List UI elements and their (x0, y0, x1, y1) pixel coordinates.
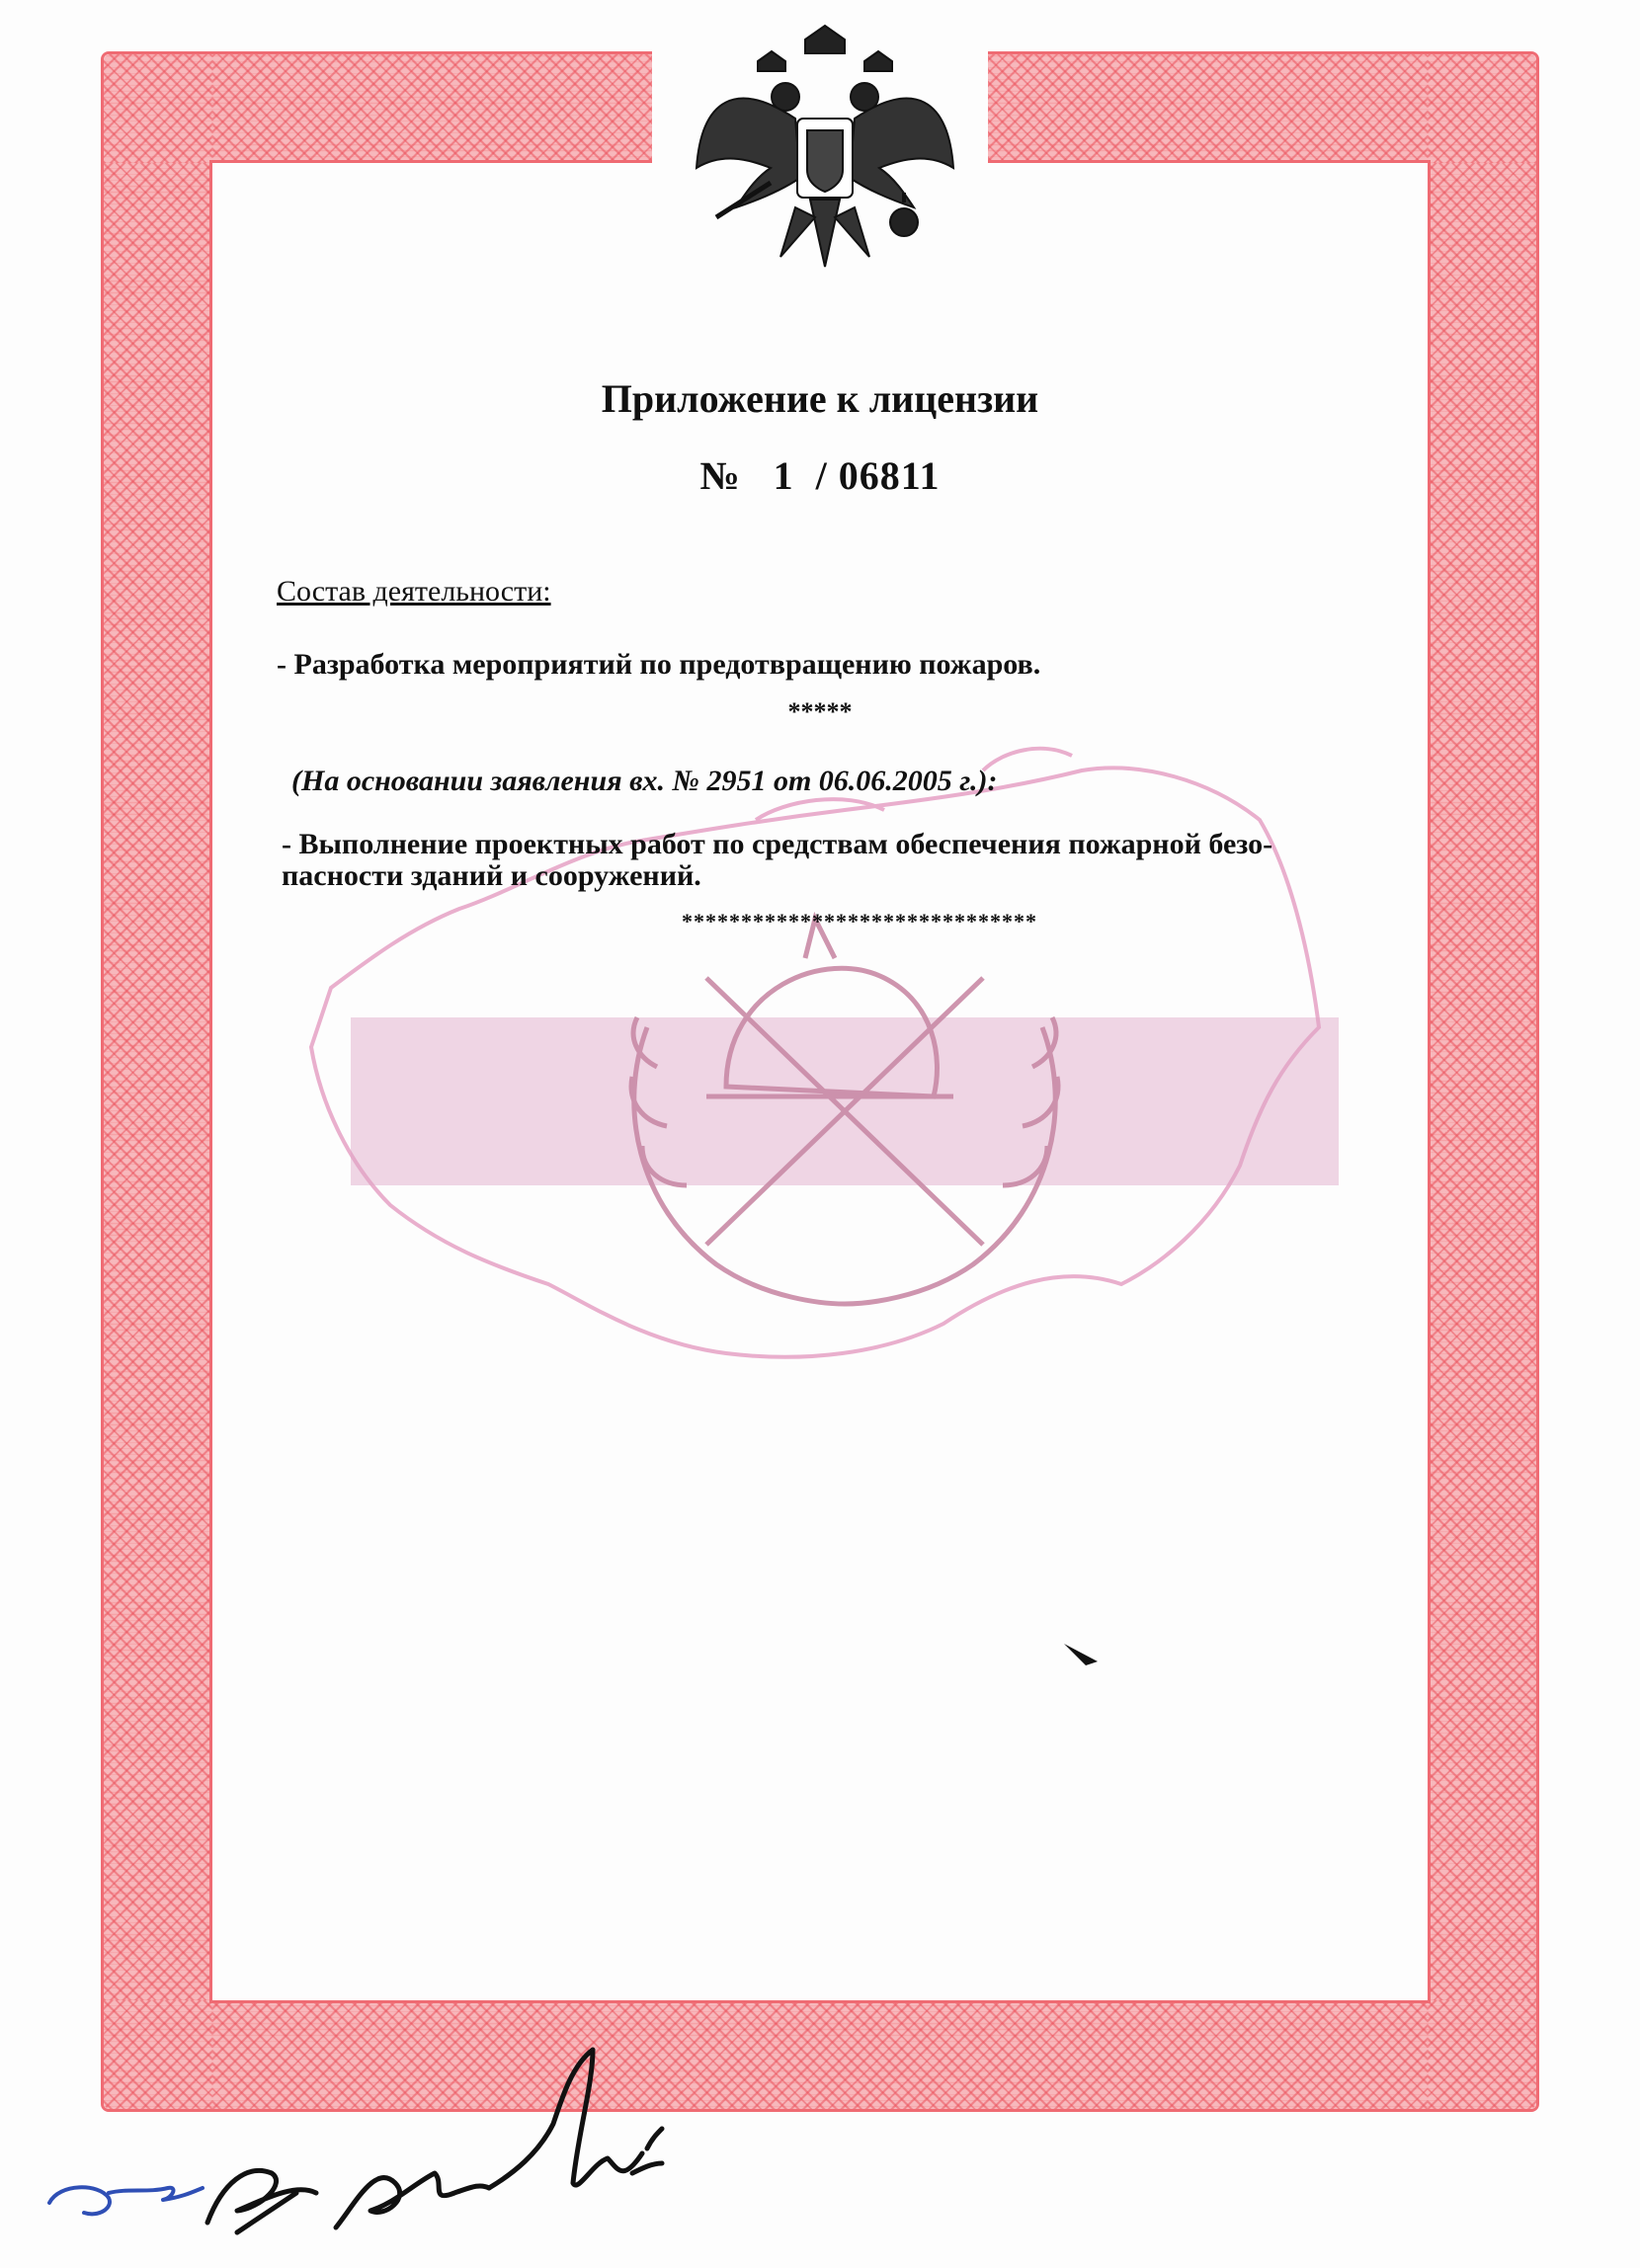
activity-item-2-line-2: пасности зданий и сооружений. (282, 859, 701, 892)
activity-item-1: - Разработка мероприятий по предотвращению пожаров. (277, 648, 1041, 681)
separator-stars-1: ***** (787, 697, 853, 726)
document-title: Приложение к лицензии (601, 376, 1039, 421)
basis-note: (На основании заявления вх. № 2951 от 06.06.2005 г.): (291, 765, 998, 797)
separator-stars-2: ****************************** (682, 909, 1037, 933)
pen-mark (1062, 1640, 1102, 1669)
watermark-band (351, 1017, 1339, 1185)
activity-item-2-line-1: - Выполнение проектных работ по средствам обеспечения пожарной безо- (282, 828, 1273, 860)
section-heading: Состав деятельности: (277, 575, 551, 608)
license-number: № 1 / 06811 (699, 453, 941, 498)
double-headed-eagle-icon (677, 20, 973, 316)
handwritten-signatures (40, 2035, 731, 2252)
